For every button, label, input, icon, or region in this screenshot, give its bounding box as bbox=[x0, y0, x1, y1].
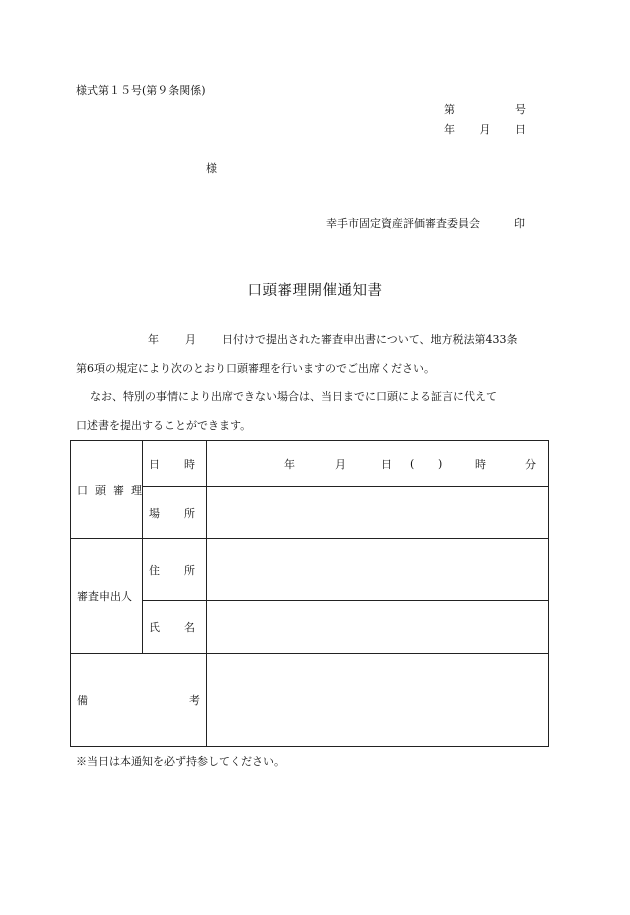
doc-date-month: 月 bbox=[479, 123, 491, 136]
p1-text: 日付けで提出された審査申出書について、地方税法第433条 bbox=[222, 333, 518, 346]
name-label-2: 名 bbox=[184, 621, 195, 634]
oral-hearing-char-1: 口 bbox=[77, 483, 88, 497]
doc-date-year: 年 bbox=[444, 123, 455, 136]
p1-year: 年 bbox=[148, 333, 159, 346]
datetime-year: 年 bbox=[284, 457, 295, 471]
name-label bbox=[143, 601, 207, 654]
hearing-info-table bbox=[70, 440, 549, 747]
document-date bbox=[444, 124, 526, 135]
datetime-day: 日 bbox=[381, 457, 392, 471]
name-field[interactable] bbox=[207, 601, 549, 654]
recipient-honorific: 様 bbox=[206, 162, 217, 175]
doc-date-day: 日 bbox=[515, 123, 526, 136]
place-field[interactable] bbox=[207, 487, 549, 539]
applicant-header: 審査申出人 bbox=[71, 539, 143, 654]
issuer-name: 幸手市固定資産評価審査委員会 bbox=[326, 217, 480, 230]
remarks-label bbox=[71, 654, 207, 747]
remarks-field[interactable] bbox=[207, 654, 549, 747]
form-number: 様式第１５号(第９条関係) bbox=[76, 84, 206, 97]
datetime-label bbox=[143, 441, 207, 487]
name-label-1: 氏 bbox=[149, 621, 160, 634]
body-paragraph-2-line-2: 口述書を提出することができます。 bbox=[76, 419, 252, 432]
oral-hearing-header bbox=[71, 441, 143, 539]
remarks-label-2: 考 bbox=[189, 694, 200, 707]
datetime-field[interactable] bbox=[207, 441, 549, 487]
body-paragraph-1-line-2: 第6項の規定により次のとおり口頭審理を行いますのでご出席ください。 bbox=[76, 362, 435, 375]
body-paragraph-1-line-1 bbox=[148, 334, 518, 345]
doc-number-suffix: 号 bbox=[515, 103, 526, 116]
address-label-2: 所 bbox=[184, 563, 195, 577]
oral-hearing-char-3: 審 bbox=[113, 483, 124, 497]
oral-hearing-char-4: 理 bbox=[131, 483, 142, 497]
doc-number-prefix: 第 bbox=[444, 103, 455, 116]
datetime-paren-close: ) bbox=[438, 457, 443, 470]
datetime-minute: 分 bbox=[525, 457, 536, 471]
remarks-label-1: 備 bbox=[77, 694, 88, 707]
document-title: 口頭審理開催通知書 bbox=[247, 283, 383, 299]
footnote: ※当日は本通知を必ず持参してください。 bbox=[76, 755, 285, 768]
oral-hearing-char-2: 頭 bbox=[95, 483, 106, 497]
body-paragraph-2-line-1: なお、特別の事情により出席できない場合は、当日までに口頭による証言に代えて bbox=[90, 390, 497, 403]
datetime-hour: 時 bbox=[475, 457, 486, 471]
address-label-1: 住 bbox=[149, 563, 160, 577]
place-label-2: 所 bbox=[184, 506, 195, 520]
datetime-month: 月 bbox=[335, 457, 346, 471]
datetime-label-2: 時 bbox=[184, 457, 195, 471]
p1-month: 月 bbox=[185, 333, 196, 346]
address-field[interactable] bbox=[207, 539, 549, 601]
document-number bbox=[444, 104, 526, 115]
place-label bbox=[143, 487, 207, 539]
issuer-seal: 印 bbox=[514, 217, 525, 230]
place-label-1: 場 bbox=[149, 506, 160, 520]
address-label bbox=[143, 539, 207, 601]
datetime-paren-open: ( bbox=[410, 457, 415, 470]
datetime-label-1: 日 bbox=[149, 457, 160, 471]
